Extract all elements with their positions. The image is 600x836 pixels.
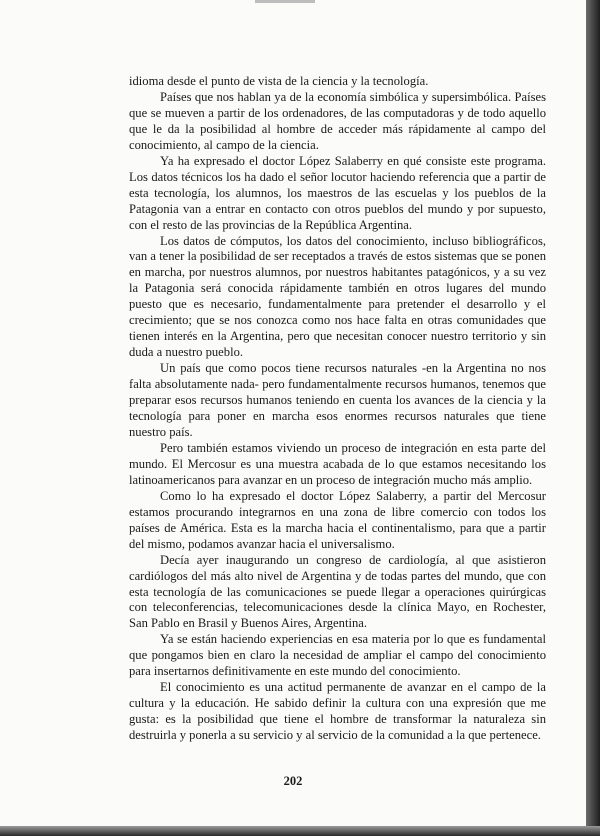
paragraph: Como lo ha expresado el doctor López Salaberry, a partir del Mercosur estamos procurando integrarnos en una zona de libre comercio con todos los países de América. Esta es la marcha hacia el continentalismo, para que a partir del mismo, podamos avanzar hacia el universalismo.: [129, 488, 546, 551]
body-text: [129, 74, 546, 744]
paragraph: Países que nos hablan ya de la economía simbólica y supersimbólica. Países que se mueven a partir de los ordenadores, de las computadoras y de todo aquello que le da la posibilidad al hombre de acceder más rápidamente al campo del conocimiento, al campo de la ciencia.: [129, 89, 546, 152]
paragraph: idioma desde el punto de vista de la ciencia y la tecnología.: [129, 74, 429, 88]
scan-right-edge: [586, 0, 600, 836]
paragraph: Un país que como pocos tiene recursos naturales -en la Argentina no nos falta absolutamente nada- pero fundamentalmente recursos humanos, tenemos que preparar esos recursos humanos teniendo en cuenta los avances de la ciencia y la tecnología para poner en marcha esos enormes recursos naturales que tiene nuestro país.: [129, 361, 546, 439]
paragraph: Ya ha expresado el doctor López Salaberry en qué consiste este programa. Los datos técnicos los ha dado el señor locutor haciendo referencia que a partir de esta tecnología, los alumnos, los maestros de las escuelas y los pueblos de la Patagonia van a entrar en contacto con otros pueblos del mundo y por supuesto, con el resto de las provincias de la República Argentina.: [129, 153, 546, 232]
paragraph: Los datos de cómputos, los datos del conocimiento, incluso bibliográficos, van a tener la posibilidad de ser receptados a través de estos sistemas que se ponen en marcha, por nuestros alumnos, por nuestros habitantes patagónicos, y a su vez la Patagonia será conocida rápidamente también en otros lugares del mundo puesto que es necesario, fundamentalmente para pretender el desarrollo y el crecimiento; que se nos conozca como nos hace falta en otras comunidades que tienen interés en la Argentina, pero que necesitan conocer nuestro territorio y sin duda a nuestro pueblo.: [129, 233, 546, 360]
paragraph: El conocimiento es una actitud permanente de avanzar en el campo de la cultura y la educación. He sabido definir la cultura con una expresión que me gusta: es la posibilidad que tiene el hombre de transformar la naturaleza sin destruirla y ponerla a su servicio y al servicio de la comunidad a la que pertenece.: [129, 680, 546, 743]
paragraph: Pero también estamos viviendo un proceso de integración en esta parte del mundo. El Mercosur es una muestra acabada de lo que estamos necesitando los latinoamericanos para avanzar en un proceso de integración mucho más amplio.: [129, 440, 546, 487]
scan-top-mark: [255, 0, 315, 3]
paragraph: Decía ayer inaugurando un congreso de cardiología, al que asistieron cardiólogos del más alto nivel de Argentina y de todas partes del mundo, que con esta tecnología de las comunicaciones se puede llegar a operaciones quirúrgicas con teleconferencias, telecomunicaciones desde la clínica Mayo, en Rochester, San Pablo en Brasil y Buenos Aires, Argentina.: [129, 552, 546, 631]
paragraph: Ya se están haciendo experiencias en esa materia por lo que es fundamental que pongamos bien en claro la necesidad de ampliar el campo del conocimiento para insertarnos definitivamente en este mundo del conocimiento.: [129, 632, 546, 679]
page-number: 202: [283, 774, 303, 788]
scan-bottom-edge: [0, 826, 600, 836]
